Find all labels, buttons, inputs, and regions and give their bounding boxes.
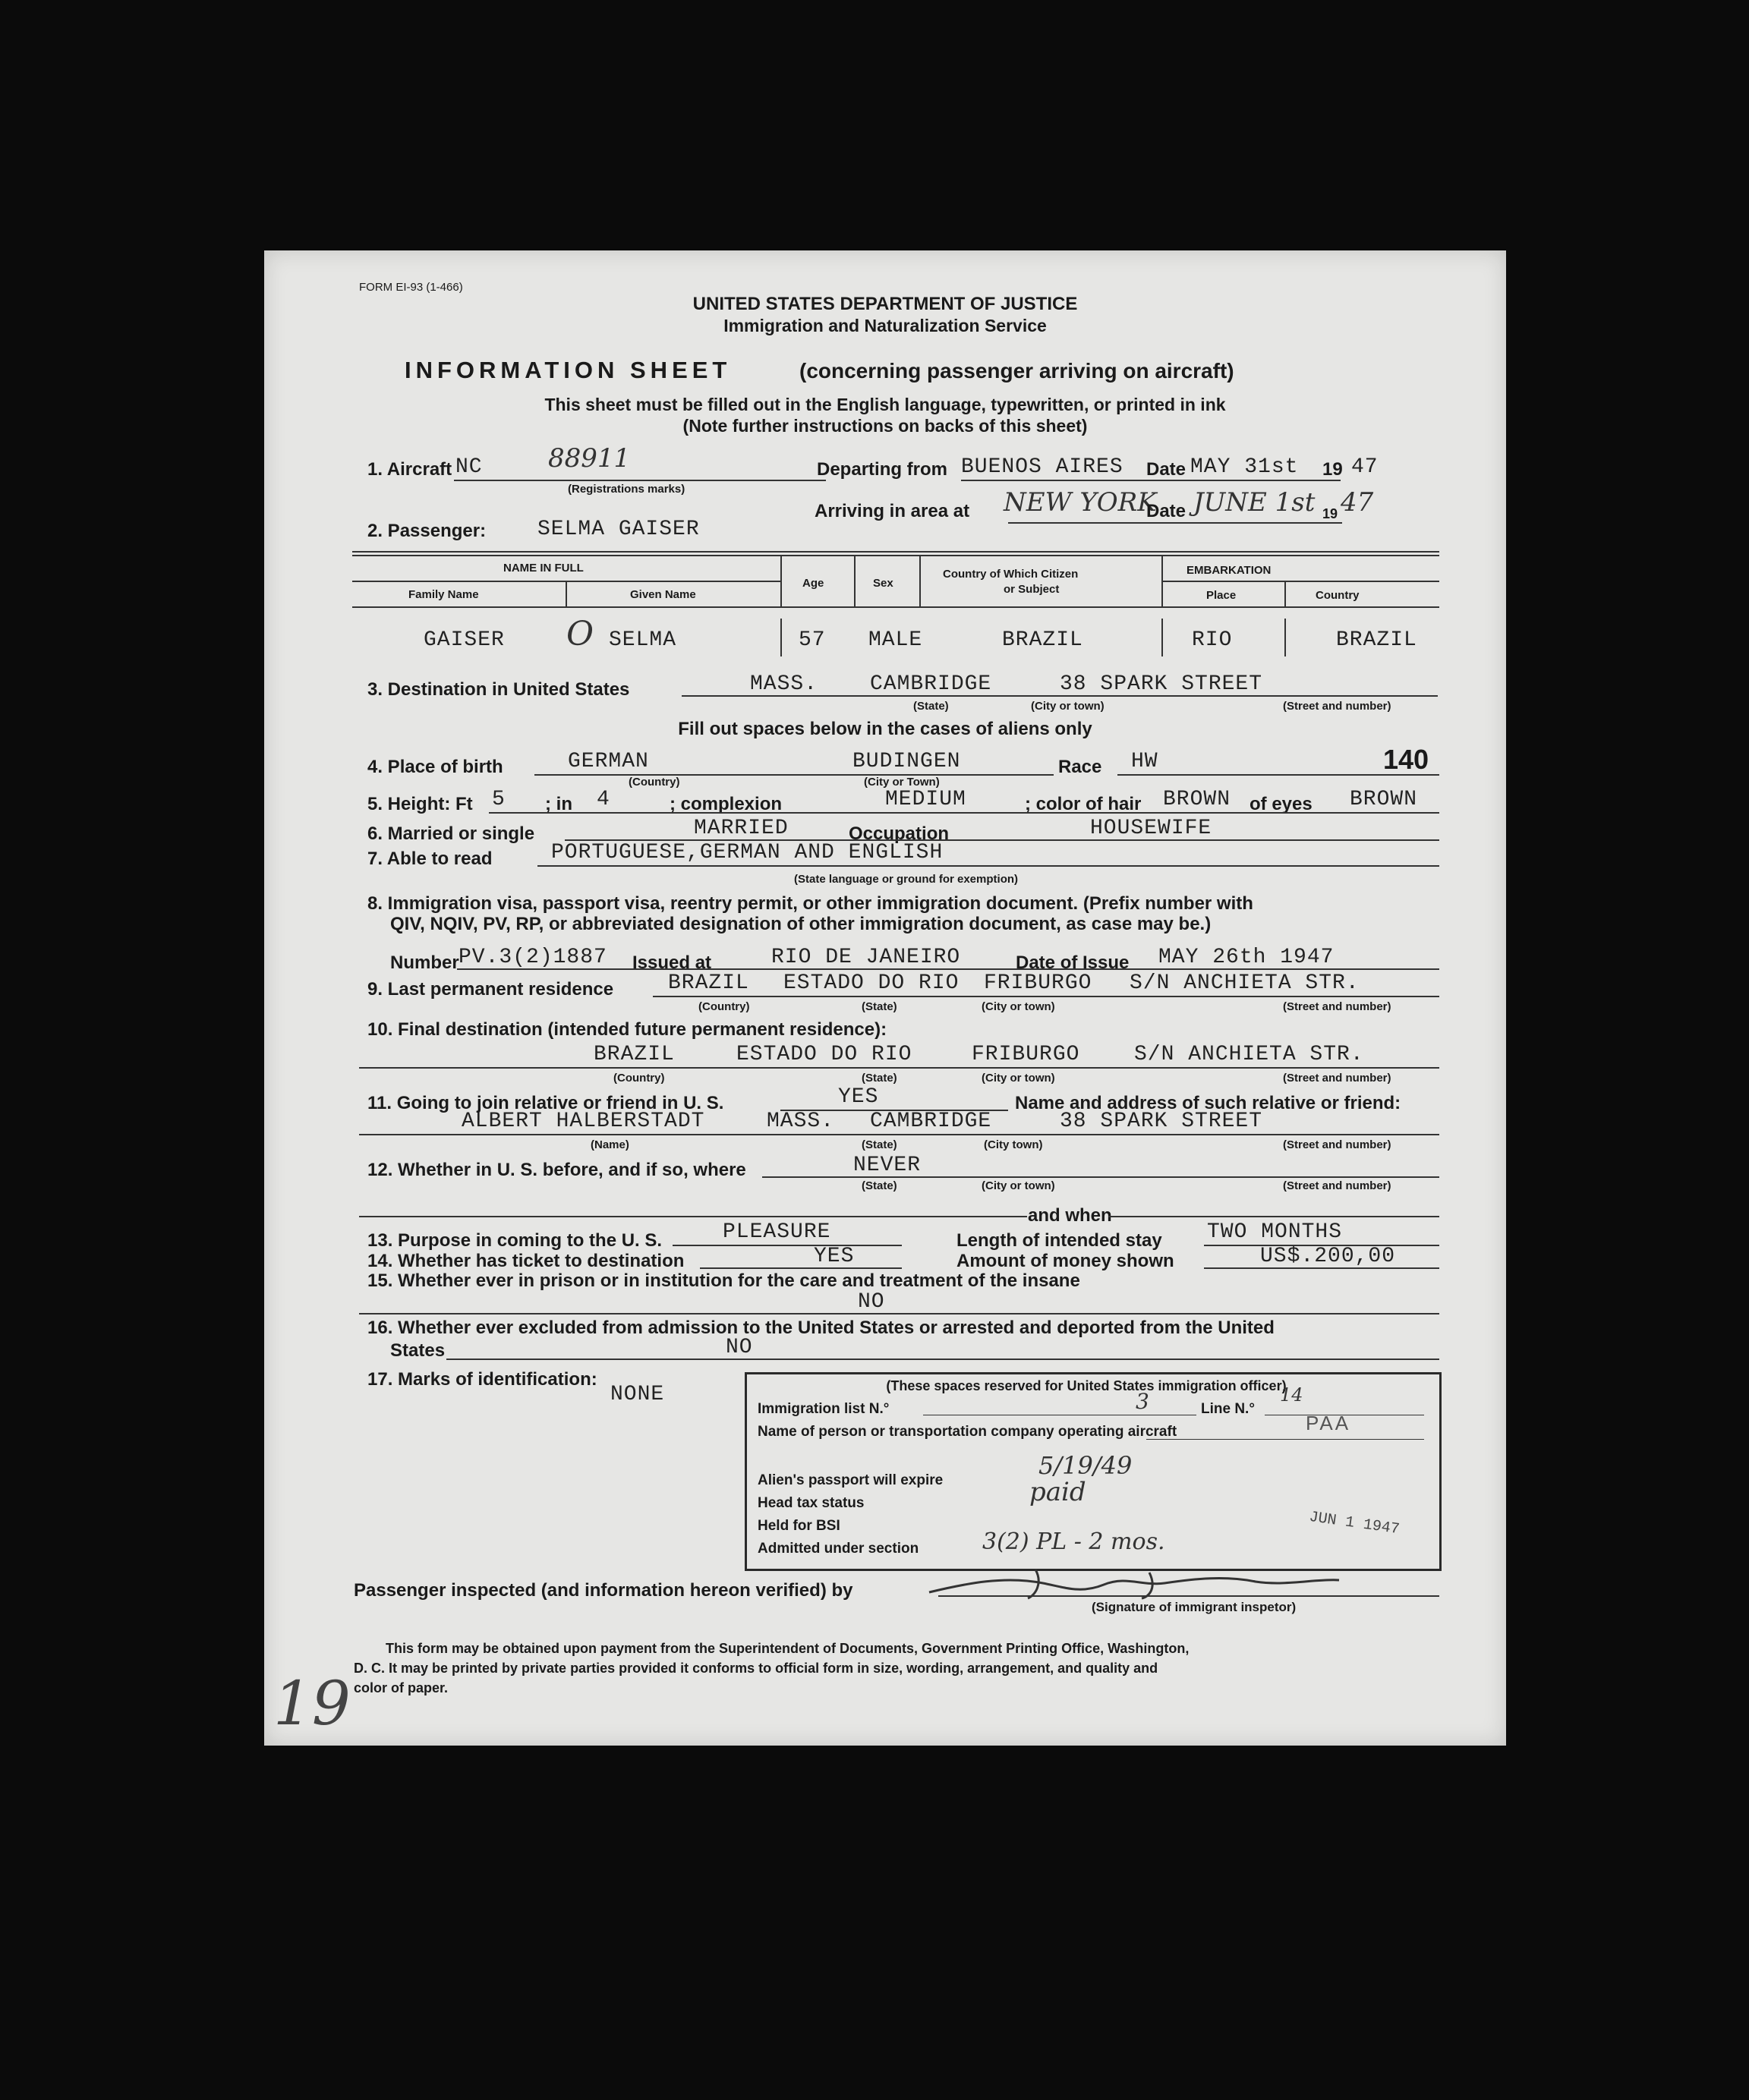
read-label: 7. Able to read	[367, 849, 493, 869]
occupation-value: HOUSEWIFE	[1090, 817, 1212, 840]
embark-place-value: RIO	[1192, 628, 1233, 652]
immigration-list-label: Immigration list N.°	[758, 1401, 890, 1417]
lr-street-caption: (Street and number)	[1283, 1000, 1391, 1013]
country-header: Country	[1316, 589, 1360, 602]
destination-street: 38 SPARK STREET	[1060, 672, 1263, 696]
issued-at-value: RIO DE JANEIRO	[771, 946, 961, 969]
aircraft-label: 1. Aircraft	[367, 459, 452, 480]
race-label: Race	[1058, 757, 1102, 777]
last-residence-state: ESTADO DO RIO	[783, 971, 960, 995]
age-value: 57	[799, 628, 826, 652]
citizen-header: Country of Which Citizen	[943, 568, 1079, 581]
visa-line-2: QIV, NQIV, PV, RP, or abbreviated designation of other immigration document, as case may be.)	[390, 914, 1212, 934]
read-value: PORTUGUESE,GERMAN AND ENGLISH	[551, 841, 944, 864]
operator-label: Name of person or transportation company operating aircraft	[758, 1424, 1177, 1440]
relative-state: MASS.	[767, 1110, 835, 1133]
arrival-year-value: 47	[1341, 487, 1374, 518]
registration-caption: (Registrations marks)	[568, 483, 685, 496]
and-when-label: and when	[1028, 1205, 1112, 1226]
final-destination-country: BRAZIL	[594, 1043, 675, 1066]
fd-state-caption: (State)	[862, 1072, 897, 1085]
page-number: 19	[273, 1668, 351, 1739]
destination-label: 3. Destination in United States	[367, 679, 630, 700]
married-label: 6. Married or single	[367, 823, 535, 844]
birth-country: GERMAN	[568, 750, 649, 773]
family-name-value: GAISER	[424, 628, 505, 652]
dest-city-caption: (City or town)	[1031, 700, 1105, 713]
citizen-header-2: or Subject	[1004, 583, 1060, 596]
footer-line-2: D. C. It may be printed by private parties provided it conforms to official form in size, wording, arrangement, and quality and	[354, 1661, 1158, 1676]
purpose-label: 13. Purpose in coming to the U. S.	[367, 1230, 663, 1251]
instruction-line-2: (Note further instructions on backs of this sheet)	[682, 416, 1088, 436]
passport-expire-value: 5/19/49	[1038, 1451, 1133, 1480]
sex-value: MALE	[868, 628, 923, 652]
hair-label: ; color of hair	[1025, 794, 1142, 814]
arrival-date-label: Date	[1146, 501, 1186, 521]
final-destination-state: ESTADO DO RIO	[736, 1043, 912, 1066]
birth-country-caption: (Country)	[629, 776, 680, 789]
rel-street-caption: (Street and number)	[1283, 1138, 1391, 1151]
birth-label: 4. Place of birth	[367, 757, 503, 777]
lr-city-caption: (City or town)	[982, 1000, 1055, 1013]
money-label: Amount of money shown	[956, 1251, 1174, 1271]
last-residence-country: BRAZIL	[668, 971, 749, 995]
family-name-header: Family Name	[408, 588, 479, 601]
birth-city: BUDINGEN	[852, 750, 961, 773]
rel-city-caption: (City town)	[984, 1138, 1043, 1151]
sheet-title: INFORMATION SHEET	[405, 357, 732, 383]
line-number-label: Line N.°	[1201, 1401, 1255, 1417]
last-residence-label: 9. Last permanent residence	[367, 979, 614, 1000]
head-tax-value: paid	[1029, 1477, 1086, 1507]
height-in: 4	[597, 788, 610, 811]
operator-value: PAA	[1306, 1412, 1351, 1434]
date-value: MAY 31st	[1190, 455, 1299, 479]
final-destination-city: FRIBURGO	[972, 1043, 1080, 1066]
lr-country-caption: (Country)	[698, 1000, 750, 1013]
date-of-issue-value: MAY 26th 1947	[1158, 946, 1335, 969]
year-prefix: 19	[1322, 459, 1343, 480]
excluded-value: NO	[726, 1336, 753, 1359]
year-value: 47	[1351, 455, 1379, 479]
excluded-label: 16. Whether ever excluded from admission to the United States or arrested and deported from the United	[367, 1318, 1275, 1338]
ticket-label: 14. Whether has ticket to destination	[367, 1251, 685, 1271]
information-sheet	[264, 250, 1506, 1746]
form-number: FORM EI-93 (1-466)	[359, 281, 463, 294]
sheet-title-note: (concerning passenger arriving on aircraft)	[799, 359, 1234, 383]
marks-label: 17. Marks of identification:	[367, 1369, 597, 1390]
passenger-value: SELMA GAISER	[537, 518, 700, 541]
dest-state-caption: (State)	[913, 700, 949, 713]
service-title: Immigration and Naturalization Service	[723, 316, 1047, 335]
embark-country-value: BRAZIL	[1336, 628, 1417, 652]
instruction-line-1: This sheet must be filled out in the English language, typewritten, or printed in ink	[544, 395, 1226, 414]
relative-city: CAMBRIDGE	[870, 1110, 992, 1133]
aliens-note: Fill out spaces below in the cases of aliens only	[678, 719, 1092, 739]
line-number-value: 14	[1280, 1384, 1303, 1406]
rel-state-caption: (State)	[862, 1138, 897, 1151]
height-label: 5. Height: Ft	[367, 794, 473, 814]
prison-label: 15. Whether ever in prison or in institution for the care and treatment of the insane	[367, 1270, 1080, 1291]
eyes-label: of eyes	[1250, 794, 1313, 814]
table-mark: O	[566, 615, 594, 653]
married-value: MARRIED	[694, 817, 789, 840]
issued-at-label: Issued at	[632, 952, 712, 973]
stay-value: TWO MONTHS	[1207, 1220, 1343, 1244]
passport-expire-label: Alien's passport will expire	[758, 1472, 944, 1488]
stay-label: Length of intended stay	[956, 1230, 1162, 1251]
pv-city-caption: (City or town)	[982, 1179, 1055, 1192]
occupation-label: Occupation	[849, 823, 950, 844]
relative-name: ALBERT HALBERSTADT	[462, 1110, 705, 1133]
aircraft-prefix: NC	[455, 455, 483, 479]
date-label: Date	[1146, 459, 1186, 480]
eyes-value: BROWN	[1350, 788, 1418, 811]
previous-visit-value: NEVER	[853, 1154, 922, 1177]
read-caption: (State language or ground for exemption)	[794, 873, 1019, 886]
prison-value: NO	[858, 1290, 885, 1314]
complexion-value: MEDIUM	[885, 788, 966, 811]
footer-line-1: This form may be obtained upon payment from the Superintendent of Documents, Government Printing Office, Washington,	[386, 1641, 1190, 1656]
hair-value: BROWN	[1163, 788, 1231, 811]
last-residence-street: S/N ANCHIETA STR.	[1130, 971, 1360, 995]
embarkation-header: EMBARKATION	[1186, 564, 1272, 577]
pv-street-caption: (Street and number)	[1283, 1179, 1391, 1192]
ticket-value: YES	[814, 1245, 855, 1268]
lr-state-caption: (State)	[862, 1000, 897, 1013]
destination-state: MASS.	[750, 672, 818, 696]
previous-visit-label: 12. Whether in U. S. before, and if so, where	[367, 1160, 746, 1180]
passenger-label: 2. Passenger:	[367, 521, 487, 541]
given-name-header: Given Name	[630, 588, 696, 601]
given-name-value: SELMA	[609, 628, 677, 652]
admitted-section-value: 3(2) PL - 2 mos.	[982, 1529, 1165, 1555]
weight-value: 140	[1383, 744, 1429, 775]
department-title: UNITED STATES DEPARTMENT OF JUSTICE	[692, 294, 1078, 314]
date-of-issue-label: Date of Issue	[1016, 952, 1130, 973]
purpose-value: PLEASURE	[723, 1220, 831, 1244]
place-header: Place	[1206, 589, 1237, 602]
immigration-list-value: 3	[1136, 1389, 1149, 1414]
arrival-date-value: JUNE 1st	[1193, 487, 1316, 518]
fd-street-caption: (Street and number)	[1283, 1072, 1391, 1085]
complexion-label: ; complexion	[670, 794, 783, 814]
bsi-label: Held for BSI	[758, 1518, 840, 1534]
inspector-signature	[922, 1560, 1347, 1606]
final-destination-label: 10. Final destination (intended future permanent residence):	[367, 1019, 887, 1040]
join-relative-value: YES	[838, 1085, 879, 1109]
destination-city: CAMBRIDGE	[870, 672, 992, 696]
fd-city-caption: (City or town)	[982, 1072, 1055, 1085]
signature-caption: (Signature of immigrant inspetor)	[1092, 1600, 1297, 1614]
height-in-label: ; in	[545, 794, 572, 814]
head-tax-label: Head tax status	[758, 1495, 865, 1511]
sex-header: Sex	[873, 577, 893, 590]
visa-number-label: Number	[390, 952, 459, 973]
fd-country-caption: (Country)	[613, 1072, 665, 1085]
inspected-label: Passenger inspected (and information hereon verified) by	[354, 1580, 853, 1601]
age-header: Age	[802, 577, 824, 590]
admission-stamp: JUN 1 1947	[1307, 1508, 1401, 1539]
officer-box-title: (These spaces reserved for United States immigration officer)	[886, 1378, 1287, 1393]
marks-value: NONE	[610, 1383, 665, 1406]
pv-state-caption: (State)	[862, 1179, 897, 1192]
footer-line-3: color of paper.	[354, 1680, 449, 1695]
departing-value: BUENOS AIRES	[961, 455, 1123, 479]
arrival-year-prefix: 19	[1322, 506, 1338, 521]
join-relative-label: 11. Going to join relative or friend in U. S.	[367, 1093, 724, 1113]
name-in-full-header: NAME IN FULL	[503, 562, 584, 575]
citizen-value: BRAZIL	[1002, 628, 1083, 652]
visa-number-value: PV.3(2)1887	[459, 946, 607, 969]
money-value: US$.200,00	[1260, 1245, 1396, 1268]
relative-street: 38 SPARK STREET	[1060, 1110, 1263, 1133]
height-ft: 5	[492, 788, 506, 811]
arriving-value: NEW YORK	[1004, 487, 1157, 518]
excluded-label-2: States	[390, 1340, 446, 1361]
birth-city-caption: (City or Town)	[864, 776, 940, 789]
visa-line-1: 8. Immigration visa, passport visa, reentry permit, or other immigration document. (Prefix number with	[367, 893, 1253, 914]
final-destination-street: S/N ANCHIETA STR.	[1134, 1043, 1364, 1066]
relative-name-label: Name and address of such relative or friend:	[1015, 1093, 1401, 1113]
aircraft-number: 88911	[548, 443, 631, 474]
rel-name-caption: (Name)	[591, 1138, 629, 1151]
race-value: HW	[1131, 750, 1158, 773]
last-residence-city: FRIBURGO	[984, 971, 1092, 995]
arriving-label: Arriving in area at	[815, 501, 970, 521]
admitted-section-label: Admitted under section	[758, 1541, 919, 1557]
departing-label: Departing from	[817, 459, 948, 480]
dest-street-caption: (Street and number)	[1283, 700, 1391, 713]
